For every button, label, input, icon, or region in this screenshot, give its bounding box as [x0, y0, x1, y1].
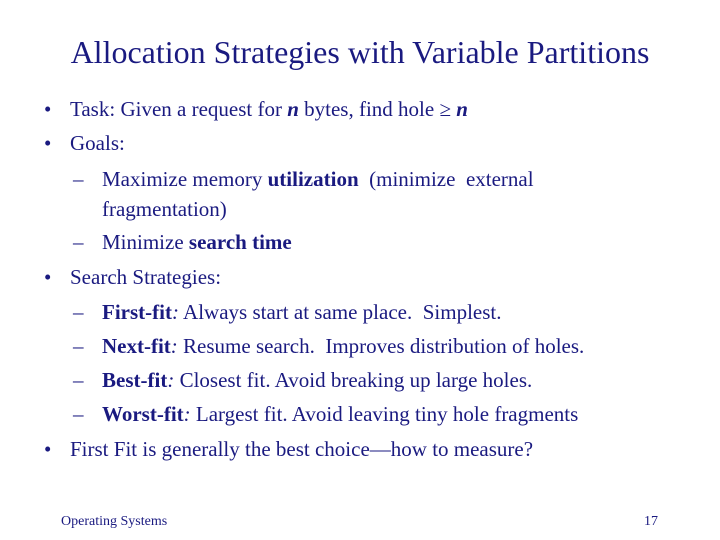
minimize-text: Minimize search time — [102, 230, 292, 254]
goals-label: Goals: — [70, 131, 125, 155]
dash-marker: – — [73, 300, 84, 324]
strategy-text: Worst-fit: Largest fit. Avoid leaving tiny hole fragments — [102, 402, 579, 426]
strategy-text: Next-fit: Resume search. Improves distribution of holes. — [102, 334, 585, 358]
strategy-text: First-fit: Always start at same place. Simplest. — [102, 300, 502, 324]
maximize-text: Maximize memory utilization (minimize external — [102, 167, 534, 191]
dash-marker: – — [73, 334, 84, 358]
task-text: Task: Given a request for n bytes, find hole ≥ n — [70, 97, 468, 121]
strategy-text: Best-fit: Closest fit. Avoid breaking up large holes. — [102, 368, 533, 392]
dash-marker: – — [73, 368, 84, 392]
bullet-marker: • — [44, 131, 52, 155]
dash-marker: – — [73, 230, 84, 254]
conclusion-text: First Fit is generally the best choice—how to measure? — [70, 437, 534, 461]
bullet-marker: • — [44, 265, 52, 289]
dash-marker: – — [73, 167, 84, 191]
page-number: 17 — [644, 514, 658, 529]
footer-course: Operating Systems — [61, 514, 168, 529]
slide-title: Allocation Strategies with Variable Partitions — [70, 34, 650, 70]
maximize-continuation: fragmentation) — [102, 197, 227, 221]
bullet-marker: • — [44, 97, 52, 121]
bullet-marker: • — [44, 437, 52, 461]
dash-marker: – — [73, 402, 84, 426]
search-label: Search Strategies: — [70, 265, 222, 289]
